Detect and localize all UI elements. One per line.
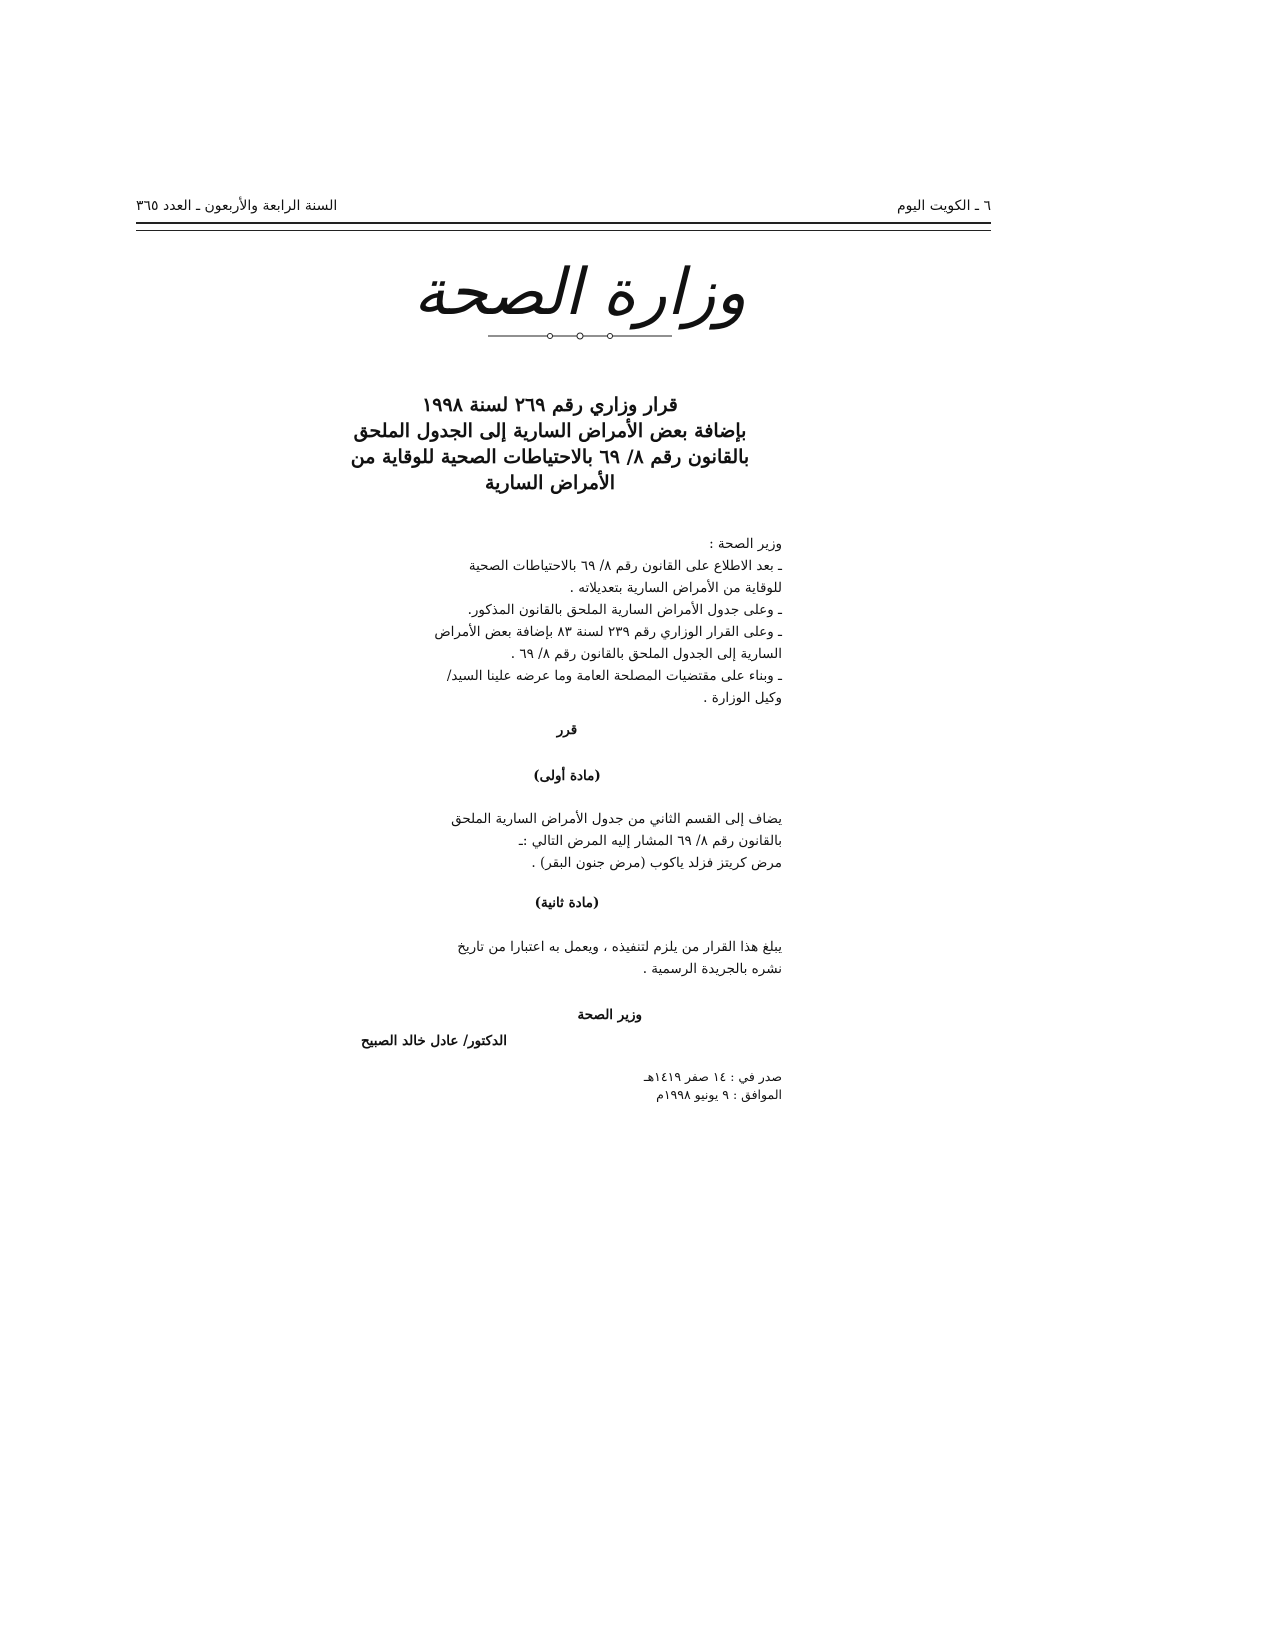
- article-2-heading: (مادة ثانية): [534, 895, 600, 911]
- preamble-line: للوقاية من الأمراض السارية بتعديلاته .: [569, 580, 782, 596]
- title-line: بالقانون رقم ٨/ ٦٩ بالاحتياطات الصحية للوقاية من: [350, 446, 750, 468]
- preamble-line: ـ وعلى القرار الوزاري رقم ٢٣٩ لسنة ٨٣ بإضافة بعض الأمراض: [434, 624, 782, 640]
- preamble-line: ـ بعد الاطلاع على القانون رقم ٨/ ٦٩ بالاحتياطات الصحية: [468, 558, 782, 574]
- header-rule: [136, 222, 991, 231]
- running-header: [136, 198, 991, 220]
- corresponding-date: الموافق : ٩ يونيو ١٩٩٨م: [656, 1087, 782, 1102]
- article-line: يضاف إلى القسم الثاني من جدول الأمراض السارية الملحق: [451, 811, 782, 827]
- ministry-of-health-logo: [413, 256, 747, 352]
- article-1-body: [352, 808, 782, 874]
- preamble-line: ـ وبناء على مقتضيات المصلحة العامة وما عرضه علينا السيد/: [446, 668, 782, 684]
- preamble-line: وزير الصحة :: [709, 536, 782, 552]
- decided-heading: قرر: [556, 722, 578, 738]
- title-line: قرار وزاري رقم ٢٦٩ لسنة ١٩٩٨: [422, 394, 678, 416]
- preamble: [352, 533, 782, 709]
- signatory-title: وزير الصحة: [577, 1007, 642, 1023]
- signature-block: [352, 1002, 782, 1054]
- signatory-name: الدكتور/ عادل خالد الصبيح: [360, 1033, 507, 1049]
- issue-date-block: [560, 1068, 782, 1104]
- preamble-line: السارية إلى الجدول الملحق بالقانون رقم ٨/ ٦٩ .: [510, 646, 782, 662]
- title-line: الأمراض السارية: [484, 472, 616, 494]
- preamble-line: وكيل الوزارة .: [703, 690, 782, 706]
- issued-date-hijri: صدر في : ١٤ صفر ١٤١٩هـ: [643, 1069, 782, 1084]
- article-line: مرض كريتز فزلد ياكوب (مرض جنون البقر) .: [531, 855, 782, 871]
- article-line: بالقانون رقم ٨/ ٦٩ المشار إليه المرض التالي :ـ: [518, 833, 782, 849]
- preamble-line: ـ وعلى جدول الأمراض السارية الملحق بالقانون المذكور.: [467, 602, 782, 618]
- article-2-body: [352, 936, 782, 980]
- decree-title: [340, 392, 760, 496]
- header-page-title: ٦ ـ الكويت اليوم: [896, 198, 991, 214]
- article-1-heading: (مادة أولى): [533, 768, 601, 784]
- article-line: نشره بالجريدة الرسمية .: [642, 961, 782, 977]
- article-line: يبلغ هذا القرار من يلزم لتنفيذه ، ويعمل به اعتبارا من تاريخ: [457, 939, 782, 955]
- title-line: بإضافة بعض الأمراض السارية إلى الجدول الملحق: [353, 420, 747, 442]
- header-volume-issue: السنة الرابعة والأربعون ـ العدد ٣٦٥: [136, 198, 338, 214]
- logo-text: وزارة الصحة: [413, 256, 747, 330]
